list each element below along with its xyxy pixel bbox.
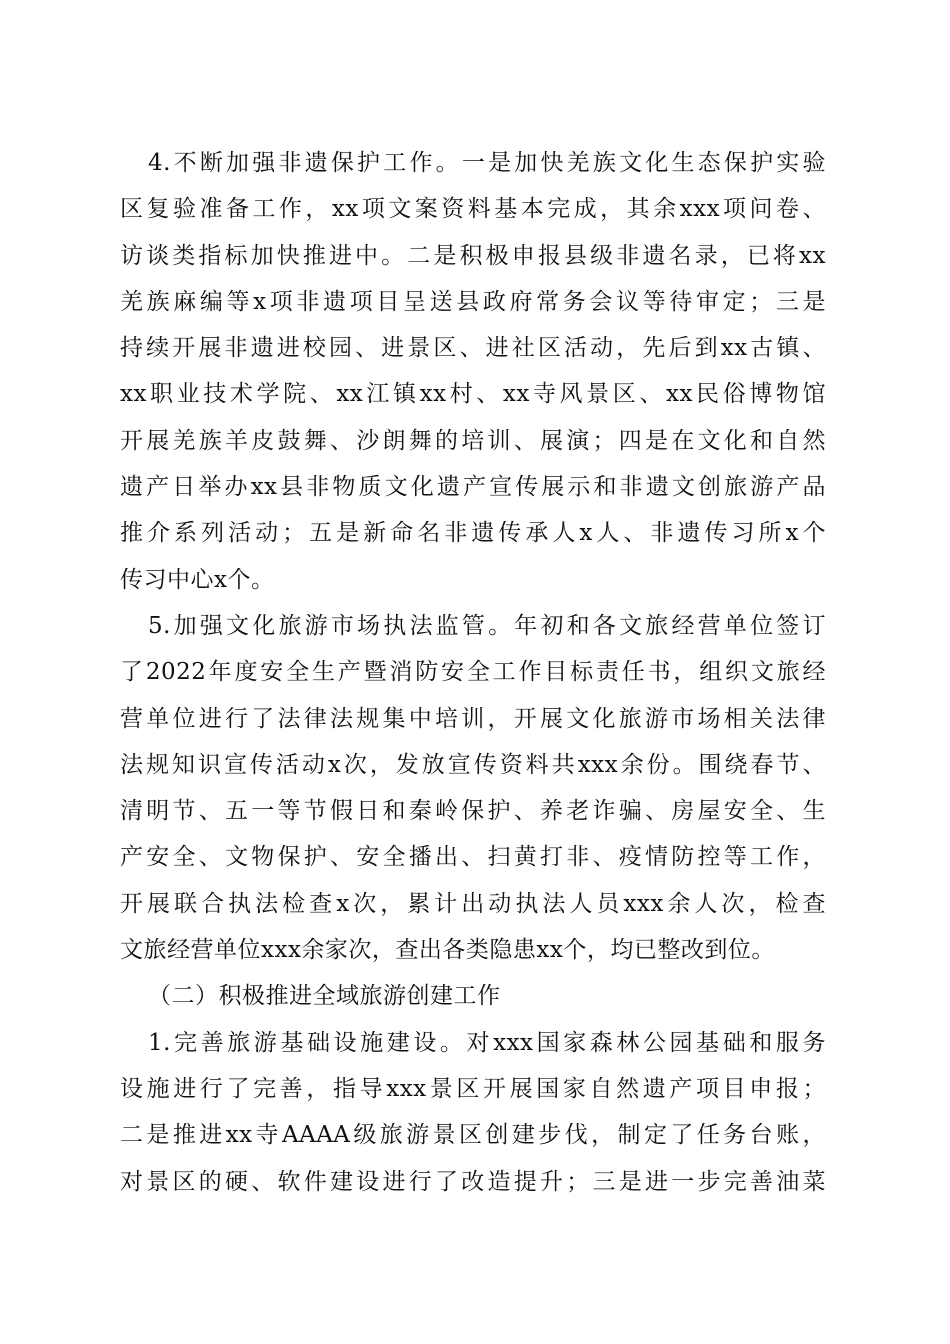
text-line: 了2022年度安全生产暨消防安全工作目标责任书，组织文旅经 xyxy=(120,659,826,686)
text-line: （二）积极推进全域旅游创建工作 xyxy=(148,983,501,1010)
text-line: 清明节、五一等节假日和秦岭保护、养老诈骗、房屋安全、生 xyxy=(120,798,826,825)
text-line: 产安全、文物保护、安全播出、扫黄打非、疫情防控等工作， xyxy=(120,844,826,871)
text-line: 遗产日举办xx县非物质文化遗产宣传展示和非遗文创旅游产品 xyxy=(120,474,826,501)
text-line: 5.加强文化旅游市场执法监管。年初和各文旅经营单位签订 xyxy=(148,612,826,639)
text-line: 开展联合执法检查x次，累计出动执法人员xxx余人次，检查 xyxy=(120,890,826,917)
text-line: 文旅经营单位xxx余家次，查出各类隐患xx个，均已整改到位。 xyxy=(120,937,775,964)
text-line: 持续开展非遗进校园、进景区、进社区活动，先后到xx古镇、 xyxy=(120,335,826,362)
document-page xyxy=(120,140,826,1205)
paragraph xyxy=(120,1020,826,1205)
section-heading xyxy=(120,973,826,1019)
paragraph xyxy=(120,603,826,973)
text-line: 二是推进xx寺AAAA级旅游景区创建步伐，制定了任务台账， xyxy=(120,1122,826,1149)
text-line: 羌族麻编等x项非遗项目呈送县政府常务会议等待审定；三是 xyxy=(120,288,826,315)
text-line: 推介系列活动；五是新命名非遗传承人x人、非遗传习所x个 xyxy=(120,520,826,547)
text-line: 营单位进行了法律法规集中培训，开展文化旅游市场相关法律 xyxy=(120,705,826,732)
text-line: 区复验准备工作，xx项文案资料基本完成，其余xxx项问卷、 xyxy=(120,196,826,223)
text-line: 访谈类指标加快推进中。二是积极申报县级非遗名录，已将xx xyxy=(120,242,826,269)
text-line: 法规知识宣传活动x次，发放宣传资料共xxx余份。围绕春节、 xyxy=(120,751,826,778)
text-line: 1.完善旅游基础设施建设。对xxx国家森林公园基础和服务 xyxy=(148,1029,826,1056)
text-line: 开展羌族羊皮鼓舞、沙朗舞的培训、展演；四是在文化和自然 xyxy=(120,427,826,454)
paragraph xyxy=(120,140,826,603)
text-line: xx职业技术学院、xx江镇xx村、xx寺风景区、xx民俗博物馆 xyxy=(120,381,826,408)
text-line: 4.不断加强非遗保护工作。一是加快羌族文化生态保护实验 xyxy=(148,150,826,176)
text-line: 对景区的硬、软件建设进行了改造提升；三是进一步完善油菜 xyxy=(120,1168,826,1195)
text-line: 设施进行了完善，指导xxx景区开展国家自然遗产项目申报； xyxy=(120,1075,826,1102)
text-line: 传习中心x个。 xyxy=(120,566,275,593)
